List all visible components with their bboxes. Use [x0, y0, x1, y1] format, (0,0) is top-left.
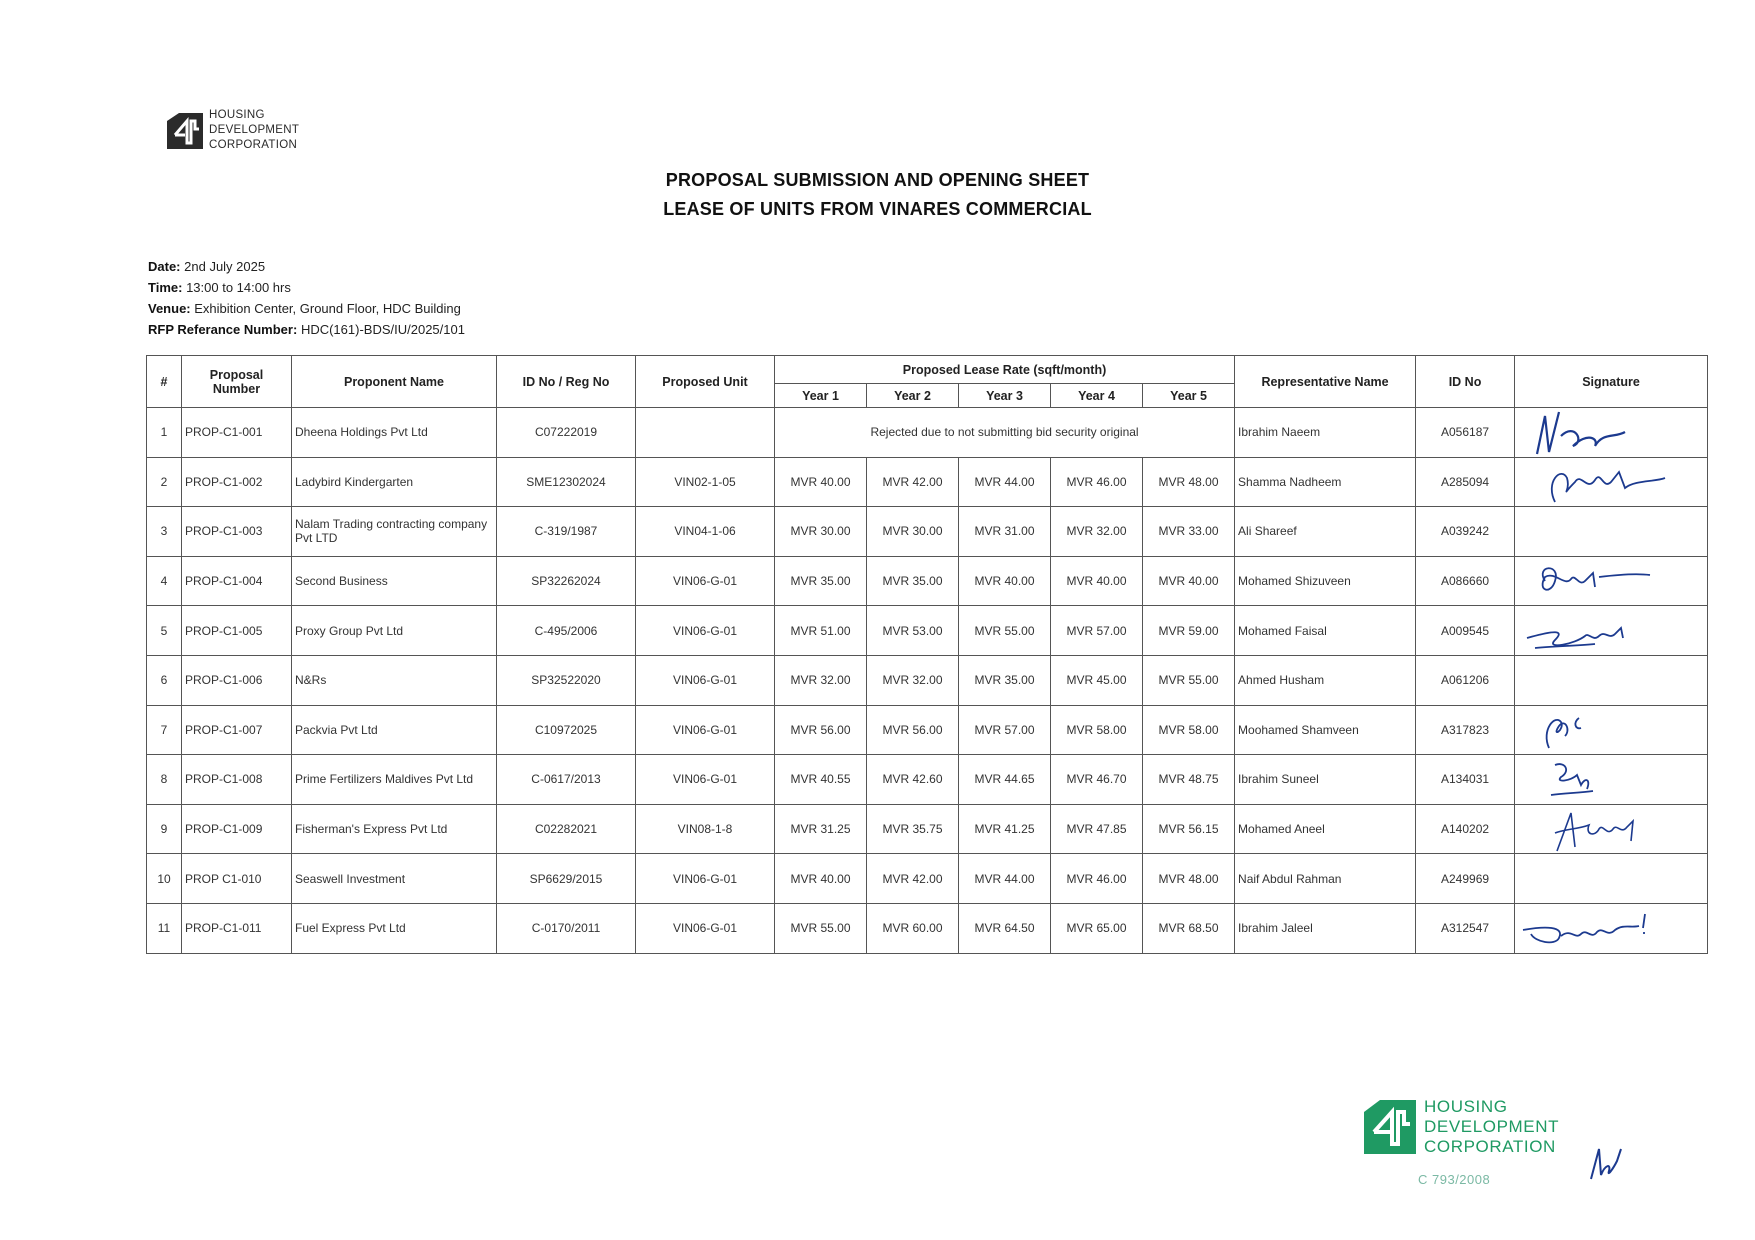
cell-representative: Naif Abdul Rahman [1235, 854, 1416, 904]
cell-year-3: MVR 44.00 [959, 457, 1051, 507]
table-row [147, 507, 1708, 557]
venue-line [148, 298, 465, 319]
stamp-registration-number: C 793/2008 [1418, 1172, 1491, 1187]
cell-proposed-unit: VIN06-G-01 [636, 903, 775, 953]
signature-9-icon [1515, 799, 1705, 861]
cell-signature [1515, 655, 1708, 705]
cell-year-5: MVR 68.50 [1143, 903, 1235, 953]
col-header-lease-rate: Proposed Lease Rate (sqft/month) [775, 356, 1235, 384]
cell-id-no: A134031 [1416, 755, 1515, 805]
cell-year-1: MVR 30.00 [775, 507, 867, 557]
cell-year-4: MVR 40.00 [1051, 556, 1143, 606]
cell-signature [1515, 507, 1708, 557]
col-header-year-4: Year 4 [1051, 384, 1143, 408]
cell-proponent-name: Dheena Holdings Pvt Ltd [292, 408, 497, 458]
cell-proponent-name: Second Business [292, 556, 497, 606]
cell-number: 3 [147, 507, 182, 557]
document-title: PROPOSAL SUBMISSION AND OPENING SHEET [665, 170, 1090, 190]
cell-representative: Mohamed Aneel [1235, 804, 1416, 854]
hdc-logo-mark-icon [165, 111, 205, 151]
cell-signature [1515, 556, 1708, 606]
cell-proposal-number: PROP-C1-001 [182, 408, 292, 458]
cell-year-5: MVR 55.00 [1143, 655, 1235, 705]
meeting-details [148, 256, 465, 340]
cell-representative: Ibrahim Suneel [1235, 755, 1416, 805]
cell-id-no: A039242 [1416, 507, 1515, 557]
cell-year-1: MVR 40.00 [775, 457, 867, 507]
col-header-proposal-number: Proposal Number [182, 356, 292, 408]
venue-value: Exhibition Center, Ground Floor, HDC Building [194, 301, 461, 316]
cell-id-reg: C07222019 [497, 408, 636, 458]
cell-proposed-unit: VIN06-G-01 [636, 854, 775, 904]
cell-year-1: MVR 31.25 [775, 804, 867, 854]
col-header-signature: Signature [1515, 356, 1708, 408]
cell-year-5: MVR 56.15 [1143, 804, 1235, 854]
cell-year-2: MVR 56.00 [867, 705, 959, 755]
cell-year-4: MVR 46.00 [1051, 854, 1143, 904]
venue-label: Venue: [148, 301, 191, 316]
cell-year-4: MVR 58.00 [1051, 705, 1143, 755]
cell-signature [1515, 854, 1708, 904]
stamp-line-3: CORPORATION [1424, 1137, 1556, 1156]
cell-signature [1515, 457, 1708, 507]
cell-id-no: A140202 [1416, 804, 1515, 854]
cell-year-2: MVR 42.60 [867, 755, 959, 805]
cell-year-3: MVR 64.50 [959, 903, 1051, 953]
cell-number: 7 [147, 705, 182, 755]
cell-representative: Moohamed Shamveen [1235, 705, 1416, 755]
cell-number: 9 [147, 804, 182, 854]
cell-id-reg: SP32262024 [497, 556, 636, 606]
cell-signature [1515, 408, 1708, 458]
col-header-id-reg: ID No / Reg No [497, 356, 636, 408]
logo-line-1: HOUSING [209, 109, 265, 121]
hdc-stamp-text [1424, 1097, 1559, 1157]
cell-year-3: MVR 41.25 [959, 804, 1051, 854]
cell-signature [1515, 606, 1708, 656]
cell-year-5: MVR 48.75 [1143, 755, 1235, 805]
table-header-row [147, 356, 1708, 384]
cell-representative: Ibrahim Naeem [1235, 408, 1416, 458]
cell-proposed-unit: VIN06-G-01 [636, 705, 775, 755]
cell-id-no: A056187 [1416, 408, 1515, 458]
cell-id-reg: SP6629/2015 [497, 854, 636, 904]
cell-year-5: MVR 33.00 [1143, 507, 1235, 557]
cell-id-reg: C10972025 [497, 705, 636, 755]
cell-id-no: A249969 [1416, 854, 1515, 904]
cell-year-1: MVR 56.00 [775, 705, 867, 755]
cell-proposal-number: PROP-C1-006 [182, 655, 292, 705]
cell-signature [1515, 903, 1708, 953]
cell-id-no: A312547 [1416, 903, 1515, 953]
cell-year-4: MVR 32.00 [1051, 507, 1143, 557]
cell-representative: Shamma Nadheem [1235, 457, 1416, 507]
hdc-stamp-mark-icon [1362, 1098, 1418, 1156]
cell-representative: Mohamed Shizuveen [1235, 556, 1416, 606]
cell-number: 6 [147, 655, 182, 705]
table-row [147, 408, 1708, 458]
cell-proposed-unit: VIN08-1-8 [636, 804, 775, 854]
cell-proponent-name: Ladybird Kindergarten [292, 457, 497, 507]
cell-id-no: A061206 [1416, 655, 1515, 705]
cell-year-3: MVR 40.00 [959, 556, 1051, 606]
cell-year-2: MVR 60.00 [867, 903, 959, 953]
cell-id-reg: SME12302024 [497, 457, 636, 507]
col-header-year-1: Year 1 [775, 384, 867, 408]
date-label: Date: [148, 259, 181, 274]
cell-id-reg: C-495/2006 [497, 606, 636, 656]
cell-id-no: A317823 [1416, 705, 1515, 755]
cell-year-4: MVR 57.00 [1051, 606, 1143, 656]
rfp-line [148, 319, 465, 340]
cell-rejection-note: Rejected due to not submitting bid security original [775, 408, 1235, 458]
table-row [147, 655, 1708, 705]
cell-year-3: MVR 35.00 [959, 655, 1051, 705]
cell-id-no: A086660 [1416, 556, 1515, 606]
cell-number: 2 [147, 457, 182, 507]
cell-year-1: MVR 55.00 [775, 903, 867, 953]
cell-proposal-number: PROP-C1-003 [182, 507, 292, 557]
cell-proponent-name: Seaswell Investment [292, 854, 497, 904]
cell-proposal-number: PROP-C1-005 [182, 606, 292, 656]
cell-proposal-number: PROP-C1-008 [182, 755, 292, 805]
cell-proposal-number: PROP-C1-002 [182, 457, 292, 507]
cell-year-3: MVR 57.00 [959, 705, 1051, 755]
cell-year-1: MVR 32.00 [775, 655, 867, 705]
cell-year-4: MVR 46.70 [1051, 755, 1143, 805]
cell-year-2: MVR 35.75 [867, 804, 959, 854]
cell-proponent-name: Proxy Group Pvt Ltd [292, 606, 497, 656]
cell-number: 1 [147, 408, 182, 458]
signature-11-icon [1515, 898, 1705, 960]
col-header-proponent-name: Proponent Name [292, 356, 497, 408]
cell-id-reg: C02282021 [497, 804, 636, 854]
cell-proposed-unit: VIN06-G-01 [636, 655, 775, 705]
cell-year-5: MVR 48.00 [1143, 854, 1235, 904]
cell-year-4: MVR 47.85 [1051, 804, 1143, 854]
cell-representative: Ibrahim Jaleel [1235, 903, 1416, 953]
cell-year-2: MVR 32.00 [867, 655, 959, 705]
cell-number: 4 [147, 556, 182, 606]
cell-year-5: MVR 59.00 [1143, 606, 1235, 656]
cell-year-2: MVR 42.00 [867, 854, 959, 904]
document-subtitle: LEASE OF UNITS FROM VINARES COMMERCIAL [663, 199, 1092, 219]
cell-proposal-number: PROP-C1-007 [182, 705, 292, 755]
cell-signature [1515, 755, 1708, 805]
cell-number: 10 [147, 854, 182, 904]
col-header-year-3: Year 3 [959, 384, 1051, 408]
cell-proposal-number: PROP-C1-011 [182, 903, 292, 953]
col-header-id-no: ID No [1416, 356, 1515, 408]
cell-year-5: MVR 40.00 [1143, 556, 1235, 606]
stamp-line-1: HOUSING [1424, 1097, 1508, 1116]
cell-proposed-unit: VIN06-G-01 [636, 755, 775, 805]
cell-proposed-unit [636, 408, 775, 458]
cell-year-5: MVR 48.00 [1143, 457, 1235, 507]
cell-year-4: MVR 46.00 [1051, 457, 1143, 507]
table-row [147, 755, 1708, 805]
rfp-value: HDC(161)-BDS/IU/2025/101 [300, 322, 465, 337]
time-label: Time: [148, 280, 183, 295]
cell-proposal-number: PROP C1-010 [182, 854, 292, 904]
col-header-year-5: Year 5 [1143, 384, 1235, 408]
cell-id-reg: C-0170/2011 [497, 903, 636, 953]
cell-proposed-unit: VIN02-1-05 [636, 457, 775, 507]
cell-number: 8 [147, 755, 182, 805]
cell-year-1: MVR 40.55 [775, 755, 867, 805]
col-header-representative: Representative Name [1235, 356, 1416, 408]
table-row [147, 606, 1708, 656]
cell-id-reg: SP32522020 [497, 655, 636, 705]
cell-proponent-name: Packvia Pvt Ltd [292, 705, 497, 755]
cell-proponent-name: Prime Fertilizers Maldives Pvt Ltd [292, 755, 497, 805]
proposal-table [146, 355, 1708, 954]
cell-year-2: MVR 53.00 [867, 606, 959, 656]
stamp-line-2: DEVELOPMENT [1424, 1117, 1560, 1136]
cell-proponent-name: N&Rs [292, 655, 497, 705]
initials-signature-icon [1585, 1135, 1625, 1185]
cell-number: 11 [147, 903, 182, 953]
signature-5-icon [1515, 600, 1705, 662]
cell-representative: Ali Shareef [1235, 507, 1416, 557]
cell-proposed-unit: VIN06-G-01 [636, 556, 775, 606]
cell-year-4: MVR 45.00 [1051, 655, 1143, 705]
date-value: 2nd July 2025 [184, 259, 266, 274]
table-row [147, 903, 1708, 953]
hdc-stamp [1362, 1097, 1559, 1157]
cell-year-1: MVR 40.00 [775, 854, 867, 904]
cell-representative: Ahmed Husham [1235, 655, 1416, 705]
table-row [147, 556, 1708, 606]
cell-year-1: MVR 51.00 [775, 606, 867, 656]
cell-proposed-unit: VIN06-G-01 [636, 606, 775, 656]
hdc-logo-text [209, 108, 299, 153]
cell-id-no: A009545 [1416, 606, 1515, 656]
col-header-proposed-unit: Proposed Unit [636, 356, 775, 408]
cell-year-5: MVR 58.00 [1143, 705, 1235, 755]
cell-year-4: MVR 65.00 [1051, 903, 1143, 953]
cell-id-reg: C-319/1987 [497, 507, 636, 557]
cell-number: 5 [147, 606, 182, 656]
cell-year-3: MVR 31.00 [959, 507, 1051, 557]
col-header-number: # [147, 356, 182, 408]
cell-year-3: MVR 44.00 [959, 854, 1051, 904]
cell-proposal-number: PROP-C1-004 [182, 556, 292, 606]
cell-representative: Mohamed Faisal [1235, 606, 1416, 656]
col-header-year-2: Year 2 [867, 384, 959, 408]
cell-year-2: MVR 35.00 [867, 556, 959, 606]
cell-proponent-name: Fisherman's Express Pvt Ltd [292, 804, 497, 854]
cell-year-2: MVR 30.00 [867, 507, 959, 557]
rfp-label: RFP Referance Number: [148, 322, 298, 337]
hdc-logo [165, 108, 299, 153]
cell-year-3: MVR 55.00 [959, 606, 1051, 656]
cell-id-reg: C-0617/2013 [497, 755, 636, 805]
cell-year-3: MVR 44.65 [959, 755, 1051, 805]
cell-year-2: MVR 42.00 [867, 457, 959, 507]
table-row [147, 705, 1708, 755]
signature-2-icon [1515, 452, 1705, 514]
cell-proposed-unit: VIN04-1-06 [636, 507, 775, 557]
cell-proposal-number: PROP-C1-009 [182, 804, 292, 854]
cell-proponent-name: Nalam Trading contracting company Pvt LTD [292, 507, 497, 557]
table-row [147, 804, 1708, 854]
table-row [147, 457, 1708, 507]
cell-year-1: MVR 35.00 [775, 556, 867, 606]
time-line [148, 277, 465, 298]
cell-id-no: A285094 [1416, 457, 1515, 507]
cell-signature [1515, 804, 1708, 854]
date-line [148, 256, 465, 277]
logo-line-3: CORPORATION [209, 139, 298, 151]
table-row [147, 854, 1708, 904]
cell-signature [1515, 705, 1708, 755]
time-value: 13:00 to 14:00 hrs [186, 280, 291, 295]
logo-line-2: DEVELOPMENT [209, 124, 300, 136]
cell-proponent-name: Fuel Express Pvt Ltd [292, 903, 497, 953]
